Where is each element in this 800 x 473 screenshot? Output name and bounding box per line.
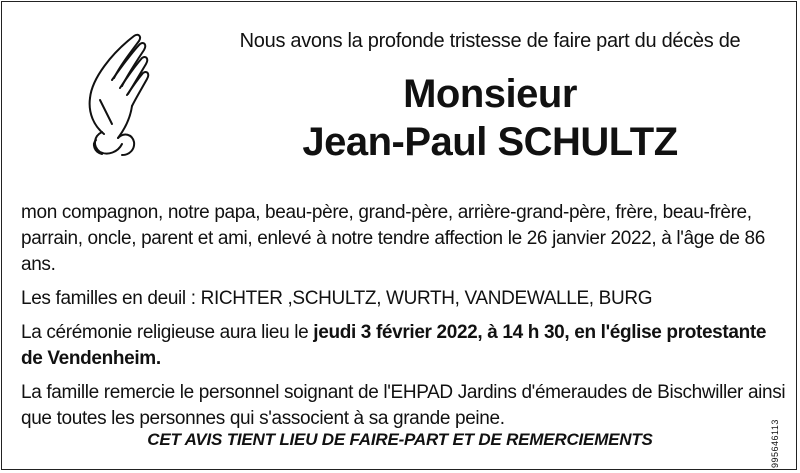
deceased-name — [190, 70, 790, 166]
closing-statement: CET AVIS TIENT LIEU DE FAIRE-PART ET DE REMERCIEMENTS — [147, 430, 653, 449]
intro-text: Nous avons la profonde tristesse de faire part du décès de — [239, 30, 741, 52]
praying-hands-icon — [72, 28, 152, 158]
ceremony-paragraph — [21, 320, 786, 372]
name-title: Monsieur — [403, 72, 577, 116]
notice-body — [21, 200, 786, 440]
reference-number: 995646113 — [770, 419, 780, 468]
ceremony-intro: La cérémonie religieuse aura lieu le — [21, 322, 314, 343]
relationship-paragraph: mon compagnon, notre papa, beau-père, grand-père, arrière-grand-père, frère, beau-frère, parrain, oncle, parent et ami, enlevé à notre tendre affection le 26 janvier 2022, à l'âge de 86 ans. — [21, 202, 765, 275]
name-full: Jean-Paul SCHULTZ — [302, 120, 678, 164]
families-paragraph: Les familles en deuil : RICHTER ,SCHULTZ, WURTH, VANDEWALLE, BURG — [21, 288, 653, 309]
ceremony-details: jeudi 3 février 2022, à 14 h 30, en l'église protestante de Vendenheim. — [21, 322, 767, 369]
thanks-paragraph: La famille remercie le personnel soignant de l'EHPAD Jardins d'émeraudes de Bischwiller ainsi que toutes les personnes qui s'associent à sa grande peine. — [21, 382, 786, 429]
